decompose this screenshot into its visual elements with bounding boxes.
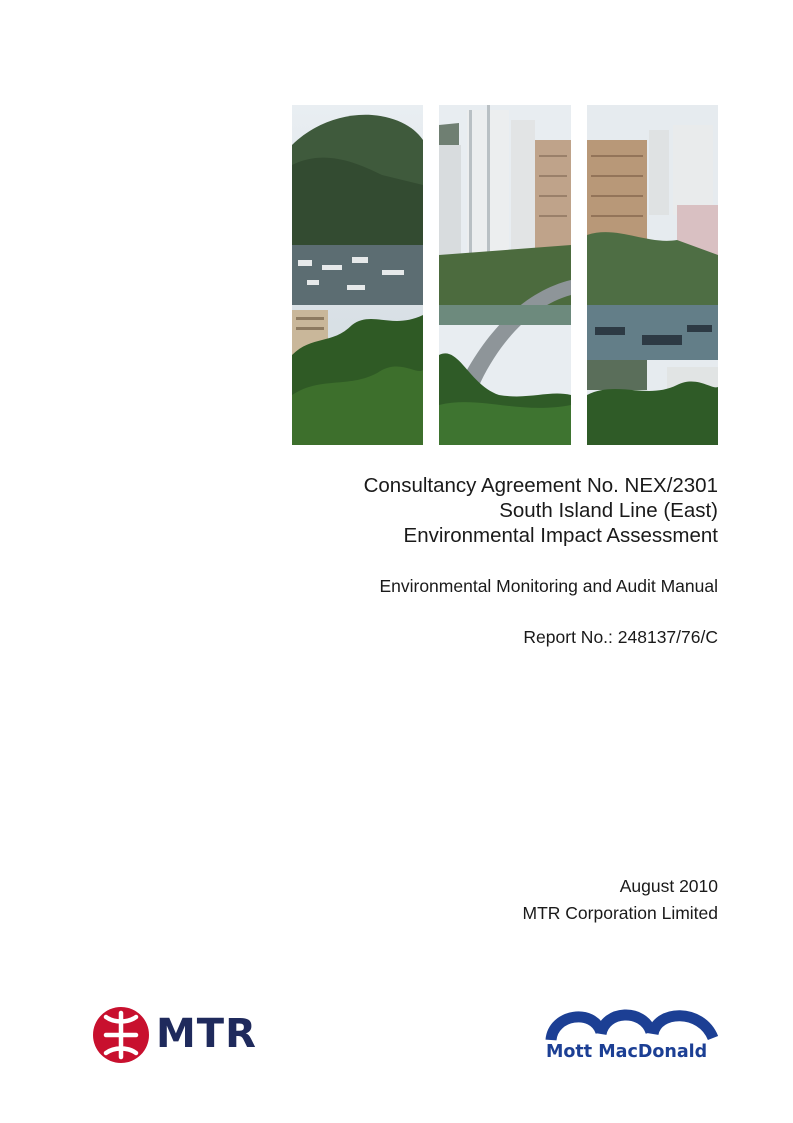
report-title-block [258, 473, 718, 548]
mtr-logo-text: MTR [156, 1011, 257, 1057]
mott-macdonald-logo-text: Mott MacDonald [546, 1042, 708, 1062]
title-line-assessment: Environmental Impact Assessment [403, 524, 718, 547]
report-date: August 2010 [619, 876, 718, 896]
title-line-agreement: Consultancy Agreement No. NEX/2301 [363, 474, 718, 497]
title-line-project: South Island Line (East) [499, 499, 718, 522]
cover-photo-strip-right [587, 105, 718, 445]
cover-photo-strip-middle [439, 105, 571, 445]
report-client: MTR Corporation Limited [522, 903, 718, 923]
cover-photo-strip-left [292, 105, 423, 445]
report-number: Report No.: 248137/76/C [523, 627, 718, 647]
report-subtitle: Environmental Monitoring and Audit Manual [379, 576, 718, 596]
